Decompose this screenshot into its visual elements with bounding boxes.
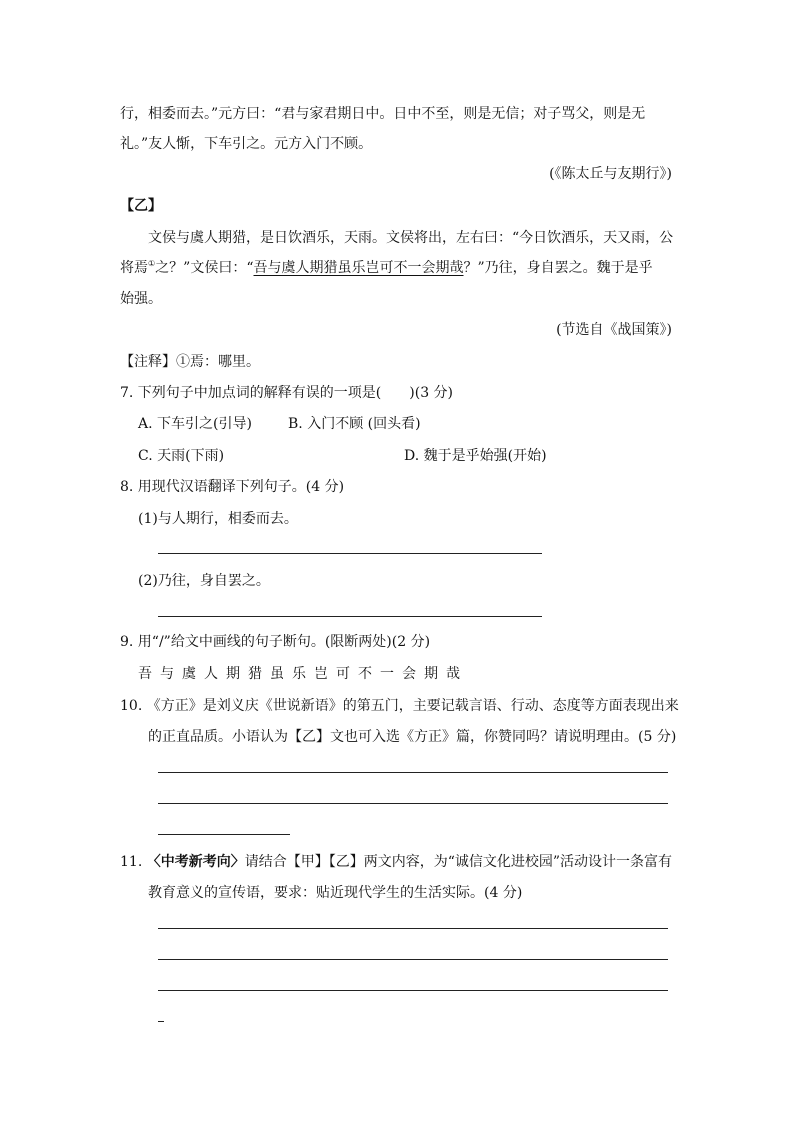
q11-line-2: 教育意义的宣传语，要求：贴近现代学生的生活实际。(4 分) bbox=[148, 885, 523, 901]
annotation: 【注释】①焉：哪里。 bbox=[120, 354, 260, 370]
q10-answer-line-2 bbox=[158, 803, 668, 804]
q11-tag: 〈中考新考向〉 bbox=[146, 854, 245, 870]
q9-stem: 9. 用“/”给文中画线的句子断句。(限断两处)(2 分) bbox=[120, 634, 431, 650]
q8-item-1: (1)与人期行，相委而去。 bbox=[138, 511, 298, 527]
q7-option-c: C. 天雨(下雨) bbox=[138, 448, 225, 464]
q7-stem: 7. 下列句子中加点词的解释有误的一项是( )(3 分) bbox=[120, 385, 454, 401]
q10-line-2: 的正直品质。小语认为【乙】文也可入选《方正》篇，你赞同吗？请说明理由。(5 分) bbox=[148, 729, 677, 745]
passage-b-line-2-post: ？”乃往，身自罢之。魏于是乎 bbox=[463, 260, 653, 276]
q9-sentence: 吾与虞人期猎虽乐岂可不一会期哉 bbox=[138, 666, 468, 682]
q7-option-a: A. 下车引之(引导) bbox=[138, 416, 252, 432]
passage-b-line-1: 文侯与虞人期猎，是日饮酒乐，天雨。文侯将出，左右曰：“今日饮酒乐，天又雨，公 bbox=[148, 230, 674, 246]
q8-stem: 8. 用现代汉语翻译下列句子。(4 分) bbox=[120, 479, 345, 495]
q11-answer-line-3 bbox=[158, 990, 668, 991]
q7-option-d: D. 魏于是乎始强(开始) bbox=[404, 448, 547, 464]
passage-b-line-2-pre: 将焉 bbox=[120, 260, 148, 276]
q11-answer-line-4 bbox=[158, 1021, 164, 1022]
passage-b-line-3: 始强。 bbox=[120, 291, 162, 307]
underlined-sentence: 吾与虞人期猎虽乐岂可不一会期哉 bbox=[253, 260, 464, 276]
passage-b-header: 【乙】 bbox=[120, 198, 162, 214]
passage-b-source: (节选自《战国策》) bbox=[556, 322, 672, 338]
q7-option-b: B. 入门不顾 (回头看) bbox=[288, 416, 421, 432]
passage-a-line-2: 礼。”友人惭，下车引之。元方入门不顾。 bbox=[120, 136, 373, 152]
q11-answer-line-2 bbox=[158, 959, 668, 960]
q11-line-1 bbox=[120, 852, 672, 872]
q11-line-1-rest: 请结合【甲】【乙】两文内容，为“诚信文化进校园”活动设计一条富有 bbox=[244, 854, 673, 870]
passage-b-line-2-mid: 之？”文侯曰：“ bbox=[155, 260, 254, 276]
passage-a-source: (《陈太丘与友期行》) bbox=[549, 166, 672, 182]
passage-b-line-2 bbox=[120, 258, 653, 278]
q8-answer-line-2 bbox=[158, 616, 542, 617]
q11-number: 11. bbox=[120, 854, 147, 870]
q10-answer-line-1 bbox=[158, 772, 668, 773]
q10-line-1: 10. 《方正》是刘义庆《世说新语》的第五门，主要记载言语、行动、态度等方面表现出来 bbox=[120, 698, 679, 714]
q10-answer-line-3 bbox=[158, 834, 290, 835]
q8-item-2: (2)乃往，身自罢之。 bbox=[138, 573, 270, 589]
q11-answer-line-1 bbox=[158, 928, 668, 929]
passage-a-line-1: 行，相委而去。”元方曰：“君与家君期日中。日中不至，则是无信；对子骂父，则是无 bbox=[120, 106, 646, 122]
footnote-marker: ① bbox=[148, 259, 156, 268]
q8-answer-line-1 bbox=[158, 553, 542, 554]
